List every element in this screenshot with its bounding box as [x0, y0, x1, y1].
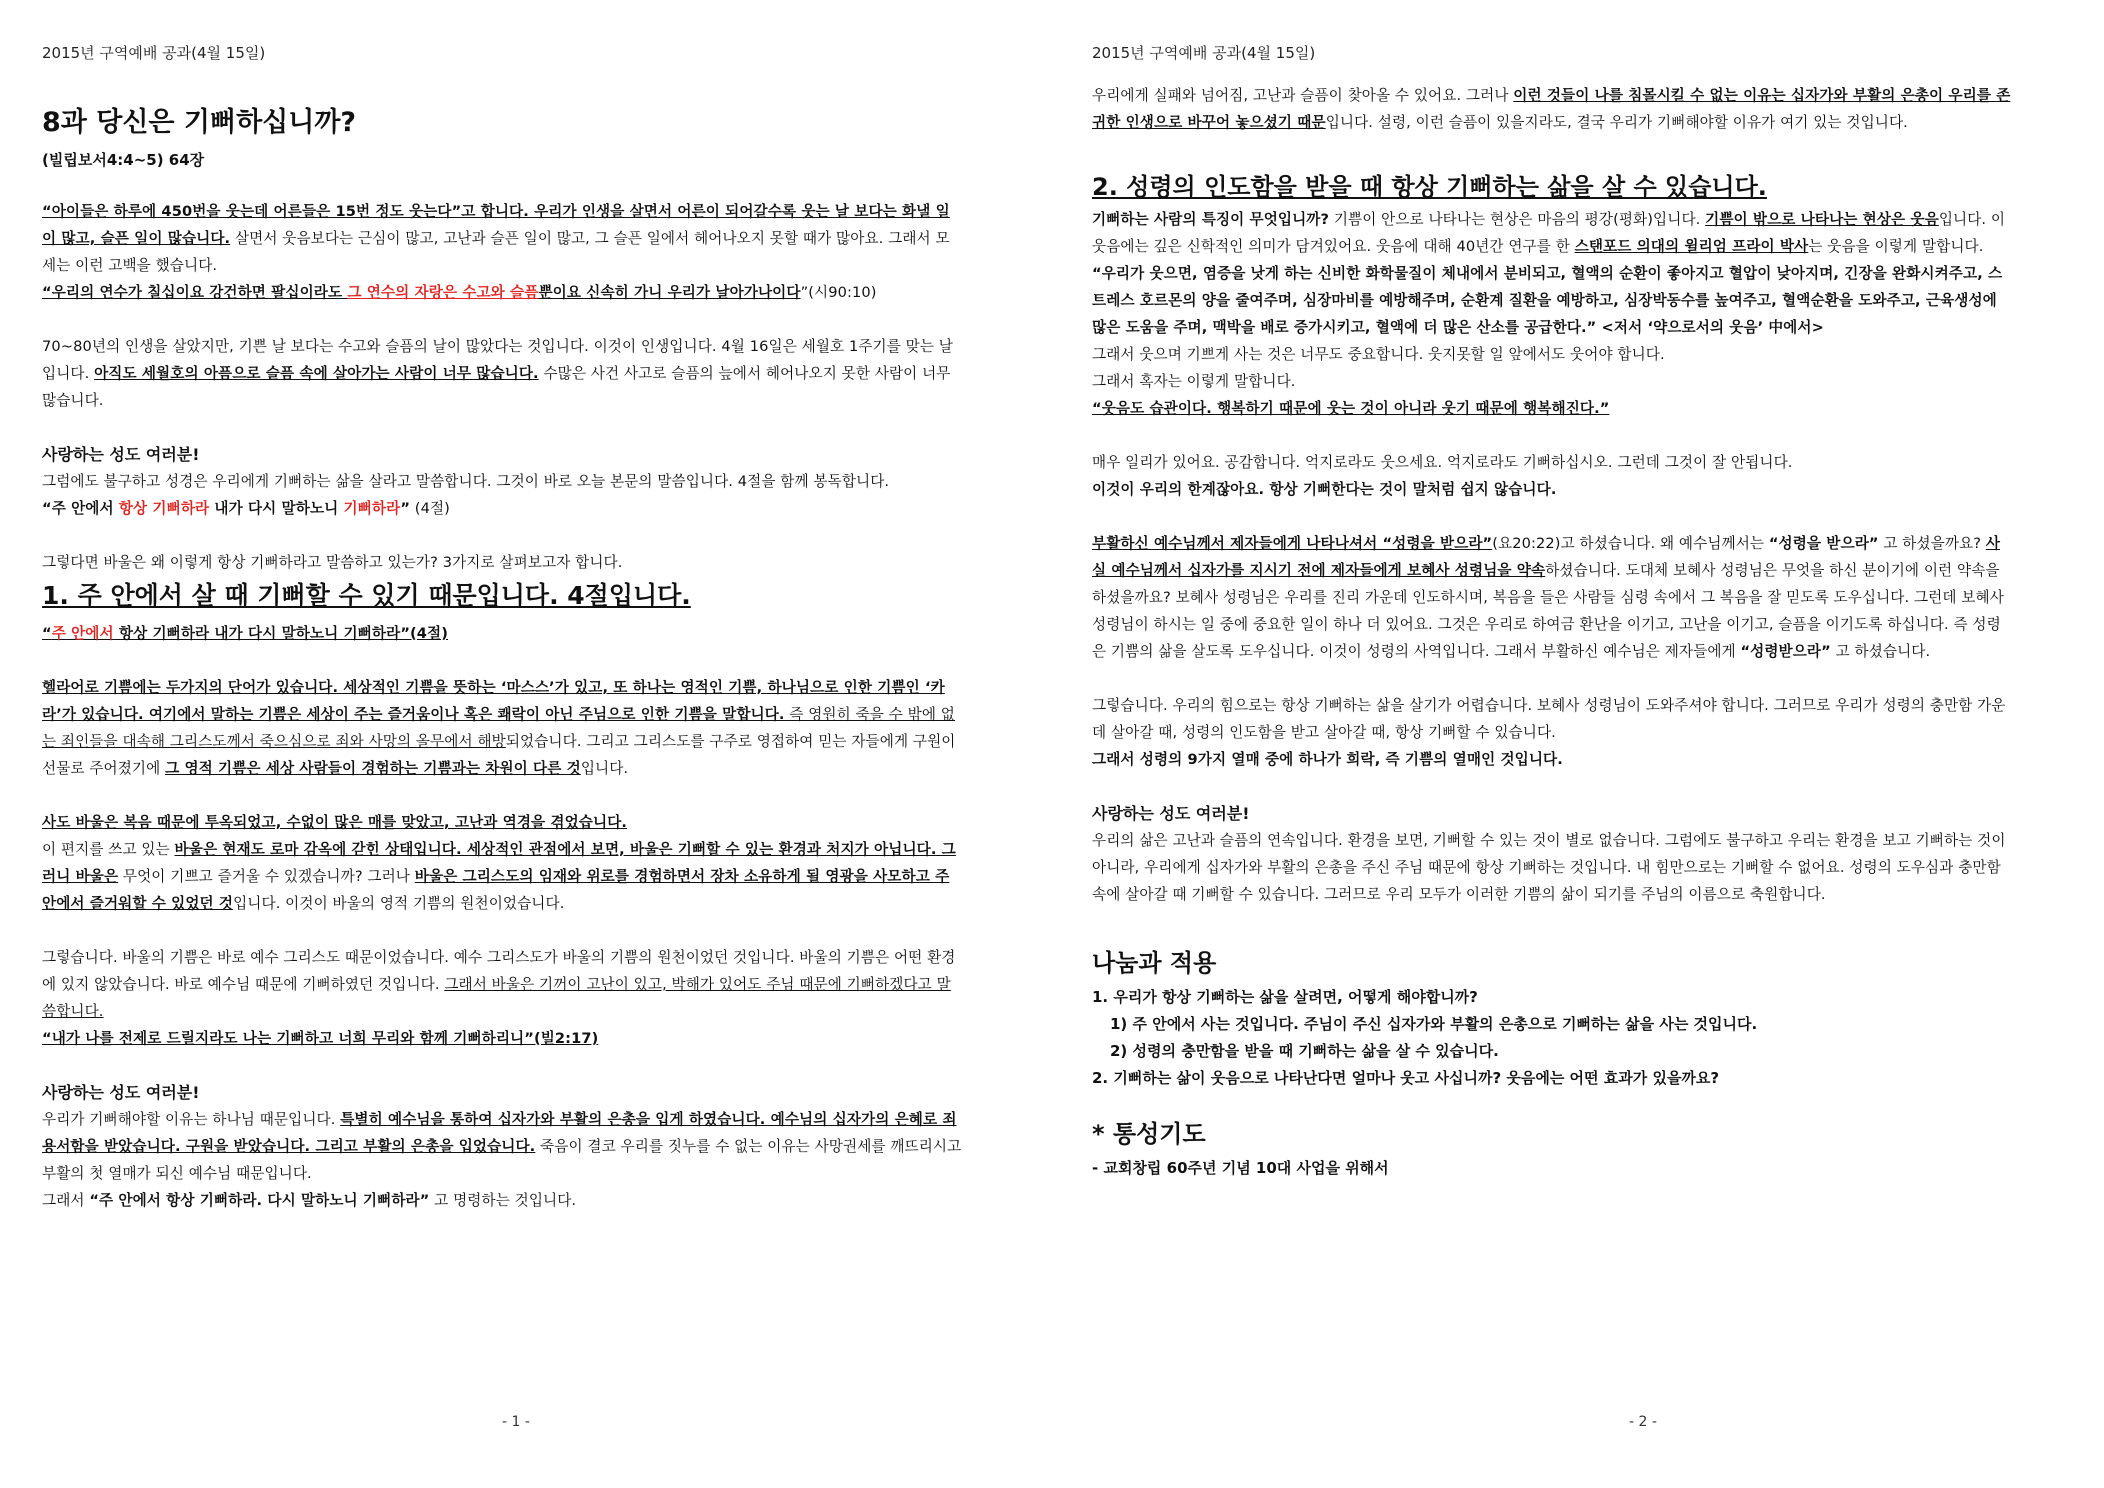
- para6-c: 입니다. 이것이 바울의 영적 기쁨의 원천이었습니다.: [233, 895, 565, 912]
- paragraph-5: [42, 674, 962, 782]
- answer-2: 2) 성령의 충만함을 받을 때 기뻐하는 삶을 살 수 있습니다.: [1110, 1042, 1499, 1060]
- verse-a: “주 안에서: [42, 500, 119, 517]
- page-number: - 1 -: [502, 1414, 530, 1430]
- spacer: [1092, 136, 2012, 163]
- para6-underline: 사도 바울은 복음 때문에 투옥되었고, 수없이 많은 매를 맞았고, 고난과 역경을 겪었습니다.: [42, 814, 628, 831]
- greeting-1: 사랑하는 성도 여러분!: [42, 445, 200, 464]
- para6-b: 무엇이 기쁘고 즐거울 수 있겠습니까? 그러나: [118, 868, 415, 885]
- sec1-verse-red: 주 안에서: [51, 625, 114, 642]
- section-1-title: 1. 주 안에서 살 때 기뻐할 수 있기 때문입니다. 4절입니다.: [42, 581, 691, 610]
- page-header: 2015년 구역예배 공과(4월 15일): [42, 44, 266, 62]
- verse-b: 내가 다시 말하노니: [209, 500, 344, 517]
- para5-b: 고 하셨을까요?: [1878, 535, 1986, 552]
- para6-bold: 그래서 성령의 9가지 열매 중에 하나가 희락, 즉 기쁨의 열매인 것: [1092, 751, 1515, 768]
- para7-a: 그렇습니다. 바울의 기쁨은 바로 예수 그리스도 때문이었습니다. 예수 그리스도가 바울의 기쁨의 원천이었던 것입니다. 바울의 기쁨은 어떤 환경에 있지 않았습니다. 바로 예수님 때문에 기뻐하였던 것입니다.: [42, 949, 956, 993]
- greeting-2: 사랑하는 성도 여러분!: [42, 1083, 200, 1102]
- para1-b: 입니다. 설령, 이런 슬픔이 있을지라도, 결국 우리가 기뻐해야할 이유가 여기 있는 것입니다.: [1325, 114, 1908, 131]
- para5-underline-2: 즉 영원히 죽을 수 밖에 없는 죄인들을 대속해 그리스도께서 죽으심으로 죄와 사망의 올무에서 해방: [42, 706, 955, 750]
- psalm-red: 그 연수의 자랑은 수고와 슬픔: [347, 284, 539, 301]
- spacer: [1092, 773, 2012, 800]
- page-2: [1052, 0, 2104, 1488]
- paragraph-2: [1092, 206, 2012, 260]
- spacer: [42, 647, 962, 674]
- paragraph-8: [42, 1106, 962, 1214]
- para6-end: 입니다.: [1514, 751, 1563, 768]
- para5-ref: (요20:22): [1492, 535, 1561, 552]
- spacer: [42, 414, 962, 441]
- spacer: [42, 1052, 962, 1079]
- paragraph-6: 그렇습니다. 우리의 힘으로는 항상 기뻐하는 삶을 살기가 어렵습니다. 보혜사 성령님이 도와주셔야 합니다. 그러므로 우리가 성령의 충만함 가운데 살아갈 때, 성령의 인도함을 받고 살아갈 때, 항상 기뻐할 수 있습니다.: [1092, 697, 2006, 741]
- spacer: [42, 522, 962, 549]
- prayer-title: * 통성기도: [1092, 1120, 1206, 1148]
- para5-bold: “성령을 받으라”: [1768, 535, 1879, 552]
- para5-underline: 헬라어로 기쁨에는 두가지의 단어가 있습니다. 세상적인 기쁨을 뜻하는 ‘마스스’가 있고, 또 하나는 영적인 기쁨, 하나님으로 인한 기쁨인 ‘카라’가 있습니다. 여기에서 말하는 기쁨은 세상이 주는 즐거움이나 혹은 쾌락이 아닌 주님으로 인한 기쁨을 말합니다.: [42, 679, 945, 723]
- psalm-part-a: “우리의 연수가 칠십이요 강건하면 팔십이라도: [42, 284, 348, 301]
- para2-b: 수많은 사건 사고로 슬픔의 늪에서 헤어나오지 못한 사람이 너무 많습니다.: [42, 365, 951, 409]
- spacer: [1092, 422, 2012, 449]
- verse-phil-2-17: “내가 나를 전제로 드릴지라도 나는 기뻐하고 너희 무리와 함께 기뻐하리니”(빌2:17): [42, 1030, 599, 1047]
- prayer-item: - 교회창립 60주년 기념 10대 사업을 위해서: [1092, 1159, 1389, 1177]
- para5-c: 하셨습니다. 도대체 보혜사 성령님은 무엇을 하신 분이기에 이런 약속을 하셨을까요? 보혜사 성령님은 우리를 진리 가운데 인도하시며, 복음을 들은 사람들 심령 속에서 그 복음을 잘 믿도록 도우십니다. 그런데 보혜사 성령님이 하시는 일 중에 중요한 일이 하나 더 있어요. 그것은 우리로 하여금 환난을 이기고, 고난을 이기고, 슬픔을 이기도록 하십니다. 즉 성령은 기쁨의 삶을 살도록 도우십니다. 이것이 성령의 사역입니다. 그래서 부활하신 예수님은 제자들에게: [1092, 562, 2004, 660]
- spacer: [42, 782, 962, 809]
- verse-c: ”: [400, 500, 411, 517]
- spacer: [42, 306, 962, 333]
- verse-red-2: 기뻐하라: [343, 500, 401, 517]
- psalm-ref: ”(시90:10): [800, 284, 877, 301]
- page-2-content: [1092, 82, 2012, 1181]
- para1-underline: 이런 것들이 나를 침몰시킬 수 없는 이유는 십자가와 부활의 은총이 우리를 존귀한 인생으로 바꾸어 놓으셨기 때문: [1092, 87, 2011, 131]
- psalm-part-b: 뿐이요 신속히 가니 우리가 날아가나이다: [538, 284, 801, 301]
- para2-underline-2: 스탠포드 의대의 윌리엄 프라이 박사: [1574, 238, 1809, 255]
- paragraph-4: 그렇다면 바울은 왜 이렇게 항상 기뻐하라고 말씀하고 있는가? 3가지로 살펴보고자 합니다.: [42, 554, 623, 571]
- paragraph-5: [1092, 530, 2012, 665]
- paragraph-7: [42, 944, 962, 1025]
- para2-b: 입니다. 이 웃음에는 깊은 신학적인 의미가 담겨있어요. 웃음에 대해 40년간 연구를 한: [1092, 211, 2006, 255]
- para5-c: 입니다.: [580, 760, 629, 777]
- intro-bold: “아이들은 하루에 450번을 웃는데 어른들은 15번 정도 웃는다”고 합니다. 우리가 인생을 살면서 어른이 되어갈수록 웃는 날 보다는 화낼 일이 많고, 슬픈 일이 많습니다.: [42, 203, 950, 247]
- para7-underline: 그래서 바울은 기꺼이 고난이 있고, 박해가 있어도 주님 때문에 기뻐하겠다고 말씀합니다.: [42, 976, 951, 1020]
- answer-1: 1) 주 안에서 사는 것입니다. 주님이 주신 십자가와 부활의 은총으로 기뻐하는 삶을 사는 것입니다.: [1110, 1015, 1758, 1033]
- question-1: 1. 우리가 항상 기뻐하는 삶을 살려면, 어떻게 해야합니까?: [1092, 988, 1478, 1006]
- para5-b: 되었습니다. 그리고 그리스도를 구주로 영접하여 믿는 자들에게 구원이 선물로 주어졌기에: [42, 733, 956, 777]
- para2-bold: 기뻐하는 사람의 특징이 무엇입니까?: [1092, 211, 1330, 228]
- para2-underline: 기쁨이 밖으로 나타나는 현상은 웃음: [1705, 211, 1939, 228]
- sharing-title: 나눔과 적용: [1092, 949, 1217, 977]
- quote-bold: “우리가 웃으면, 염증을 낫게 하는 신비한 화학물질이 체내에서 분비되고, 혈액의 순환이 좋아지고 혈압이 낮아지며, 긴장을 완화시켜주고, 스트레스 호르몬의 양을 줄여주며, 심장마비를 예방해주며, 순환계 질환을 예방하고, 심장박동수를 높여주고, 혈액순환을 도와주고, 근육생성에 많은 도움을 주며, 맥박을 배로 증가시키고, 혈액에 더 많은 산소를 공급한다.”: [1092, 265, 2003, 336]
- para8-d: 고 명령하는 것입니다.: [429, 1192, 577, 1209]
- section-1-verse: [42, 620, 962, 647]
- para6-underline-2: 바울은 현재도 로마 감옥에 갇힌 상태입니다. 세상적인 관점에서 보면, 바울은 기뻐할 수 있는 환경과 처지가 아닙니다. 그러니 바울은: [42, 841, 956, 885]
- quote-source: <저서 ‘약으로서의 웃음’ 中에서>: [1596, 319, 1824, 336]
- paragraph-7: 우리의 삶은 고난과 슬픔의 연속입니다. 환경을 보면, 기뻐할 수 있는 것이 별로 없습니다. 그럼에도 불구하고 우리는 환경을 보고 기뻐하는 것이 아니라, 우리에게 십자가와 부활의 은총을 주신 주님 때문에 항상 기뻐하는 것입니다. 내 힘만으로는 기뻐할 수 없어요. 성령의 도우심과 충만함 속에 살아갈 때 기뻐할 수 있습니다. 그러므로 우리 모두가 이러한 기쁨의 삶이 되기를 주님의 이름으로 축원합니다.: [1092, 832, 2006, 903]
- para8-b: 죽음이 결코 우리를 짓누를 수 없는 이유는 사망권세를 깨뜨리시고 부활의 첫 열매가 되신 예수님 때문입니다.: [42, 1138, 962, 1182]
- spacer: [1092, 665, 2012, 692]
- paragraph-4-bold: 이것이 우리의 한계잖아요. 항상 기뻐한다는 것이 말처럼 쉽지 않습니다.: [1092, 481, 1557, 498]
- paragraph-3: 그래서 웃으며 기쁘게 사는 것은 너무도 중요합니다. 웃지못할 일 앞에서도 웃어야 합니다.: [1092, 346, 1665, 363]
- psalm-quote: [42, 279, 962, 306]
- para5-a: 고 하셨습니다. 왜 예수님께서는: [1560, 535, 1769, 552]
- verse-4: [42, 495, 962, 522]
- para5-underline-2: 사실 예수님께서 십자가를 지시기 전에 제자들에게 보혜사 성령님을 약속: [1092, 535, 2001, 579]
- para2-underline: 아직도 세월호의 아픔으로 슬픔 속에 살아가는 사람이 너무 많습니다.: [94, 365, 539, 382]
- sec1-verse-b: 항상 기뻐하라 내가 다시 말하노니 기뻐하라”(4절): [113, 625, 449, 642]
- greeting: 사랑하는 성도 여러분!: [1092, 804, 1250, 823]
- para8-underline: 특별히 예수님을 통하여 십자가와 부활의 은총을 입게 하였습니다. 예수님의 십자가의 은혜로 죄용서함을 받았습니다. 구원을 받았습니다. 그리고 부활의 은총을 입었습니다.: [42, 1111, 957, 1155]
- para2-a: 기쁨이 안으로 나타나는 현상은 마음의 평강(평화)입니다.: [1329, 211, 1706, 228]
- paragraph-6: [42, 809, 962, 917]
- para6-underline-3: 바울은 그리스도의 임재와 위로를 경험하면서 장차 소유하게 될 영광을 사모하고 주 안에서 즐거워할 수 있었던 것: [42, 868, 950, 912]
- para6-a: 이 편지를 쓰고 있는: [42, 841, 175, 858]
- paragraph-3b: 그래서 혹자는 이렇게 말합니다.: [1092, 373, 1296, 390]
- scripture-reference: (빌립보서4:4~5) 64장: [42, 151, 205, 169]
- paragraph-2: [42, 333, 962, 414]
- para5-bold-2: “성령받으라”: [1740, 643, 1831, 660]
- laughter-quote: [1092, 260, 2012, 341]
- paragraph-3: 그럼에도 불구하고 성경은 우리에게 기뻐하는 삶을 살라고 말씀합니다. 그것이 바로 오늘 본문의 말씀입니다. 4절을 함께 봉독합니다.: [42, 473, 890, 490]
- para5-d: 고 하셨습니다.: [1830, 643, 1931, 660]
- sec1-verse-a: “: [42, 625, 52, 642]
- verse-ref: (4절): [410, 500, 450, 517]
- question-2: 2. 기뻐하는 삶이 웃음으로 나타난다면 얼마나 웃고 사십니까? 웃음에는 어떤 효과가 있을까요?: [1092, 1069, 1720, 1087]
- para8-bold: “주 안에서 항상 기뻐하라. 다시 말하노니 기뻐하라”: [89, 1192, 430, 1209]
- para5-underline-3: 그 영적 기쁨은 세상 사람들이 경험하는 기쁨과는 차원이 다른 것: [165, 760, 581, 777]
- para2-c: 는 웃음을 이렇게 말합니다.: [1808, 238, 1984, 255]
- spacer: [1092, 503, 2012, 530]
- spacer: [1092, 1092, 2012, 1106]
- lesson-title: 8과 당신은 기뻐하십니까?: [42, 107, 357, 138]
- paragraph-6-bold: [1092, 746, 2012, 773]
- page-number: - 2 -: [1629, 1414, 1657, 1430]
- paragraph-1: [1092, 82, 2012, 136]
- para5-underline: 부활하신 예수님께서 제자들에게 나타나셔서 “성령을 받으라”: [1092, 535, 1493, 552]
- intro-paragraph: [42, 198, 962, 279]
- section-2-title: 2. 성령의 인도함을 받을 때 항상 기뻐하는 삶을 살 수 있습니다.: [1092, 173, 1767, 201]
- page-header: 2015년 구역예배 공과(4월 15일): [1092, 44, 1316, 62]
- page-1-content: [42, 96, 962, 1214]
- paragraph-4: 매우 일리가 있어요. 공감합니다. 억지로라도 웃으세요. 억지로라도 기뻐하십시오. 그런데 그것이 잘 안됩니다.: [1092, 454, 1793, 471]
- verse-red-1: 항상 기뻐하라: [118, 500, 210, 517]
- para8-a: 우리가 기뻐해야할 이유는 하나님 때문입니다.: [42, 1111, 341, 1128]
- para1-a: 우리에게 실패와 넘어짐, 고난과 슬픔이 찾아올 수 있어요. 그러나: [1092, 87, 1514, 104]
- saying: “웃음도 습관이다. 행복하기 때문에 웃는 것이 아니라 웃기 때문에 행복해진다.”: [1092, 400, 1610, 417]
- para8-c: 그래서: [42, 1192, 90, 1209]
- spacer: [42, 917, 962, 944]
- para2-a: 70~80년의 인생을 살았지만, 기쁜 날 보다는 수고와 슬픔의 날이 많았다는 것입니다. 이것이 인생입니다. 4월 16일은 세월호 1주기를 맞는 날입니다.: [42, 338, 954, 382]
- spacer: [1092, 908, 2012, 935]
- intro-rest: 살면서 웃음보다는 근심이 많고, 고난과 슬픈 일이 많고, 그 슬픈 일에서 헤어나오지 못할 때가 많아요. 그래서 모세는 이런 고백을 했습니다.: [42, 230, 950, 274]
